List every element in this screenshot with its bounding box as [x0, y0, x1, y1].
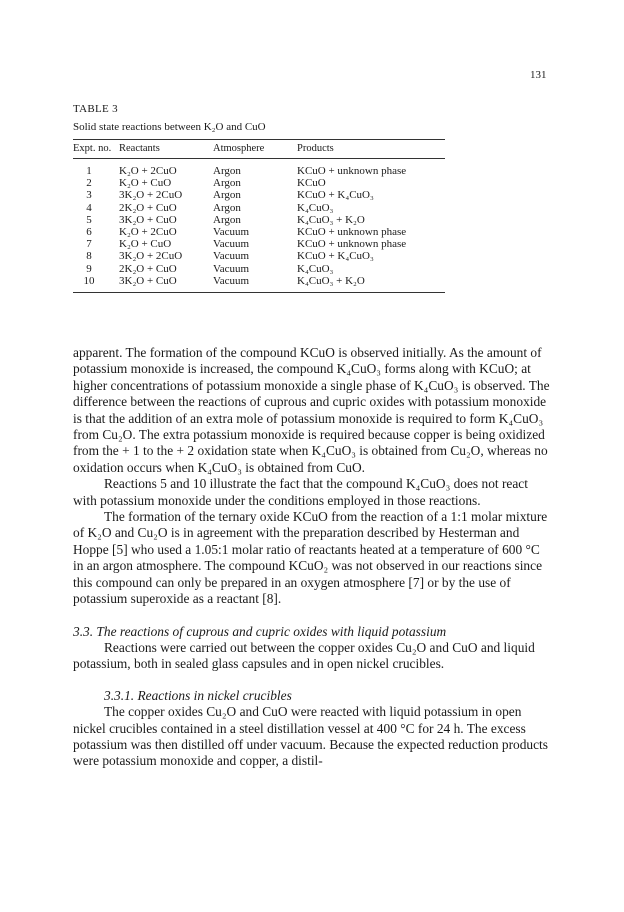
- reactants-cell: K₂O + 2CuO: [119, 165, 177, 177]
- atmosphere-cell: Argon: [213, 201, 241, 214]
- products-cell: KCuO + unknown phase: [297, 238, 407, 251]
- atmosphere-cell: Vacuum: [213, 238, 250, 251]
- expt-no-cell: 8: [86, 250, 92, 263]
- products-cell: K₄CuO₃: [297, 262, 334, 275]
- header-reactants: Reactants: [119, 143, 160, 154]
- paragraph: apparent. The formation of the compound KCuO is observed initially. As the amount of potassium monoxide is increased, the compound K₄CuO₃ forms along with KCuO; at higher concentrations of potassium monoxide a single phase of K₄CuO₃ is observed. The difference between the reactions of cuprous and cupric oxides with potassium monoxide is that the addition of an extra mole of potassium monoxide is required to form K₄CuO₃ from Cu₂O. The extra potassium monoxide is required because copper is being oxidized from the + 1 to the + 2 oxidation state when K₄CuO₃ is obtained from Cu₂O, whereas no oxidation occurs when K₄CuO₃ is obtained from CuO.: [73, 345, 550, 475]
- table-row: [73, 226, 445, 238]
- table-row: [73, 159, 445, 177]
- reactions-table: [73, 140, 445, 292]
- atmosphere-cell: Vacuum: [213, 250, 250, 263]
- reactants-cell: 3K₂O + CuO: [119, 274, 177, 287]
- reactants-cell: 2K₂O + CuO: [119, 262, 177, 275]
- products-cell: KCuO + K₄CuO₃: [297, 189, 374, 202]
- table-header-row: [73, 140, 445, 158]
- table-row: [73, 202, 445, 214]
- paragraph: Reactions were carried out between the copper oxides Cu₂O and CuO and liquid potassium, both in sealed glass capsules and in open nickel crucibles.: [73, 639, 535, 672]
- table-bottom-rule: [73, 292, 445, 293]
- atmosphere-cell: Argon: [213, 177, 241, 190]
- table-caption: Solid state reactions between K₂O and CuO: [73, 121, 266, 133]
- reactants-cell: K₂O + 2CuO: [119, 226, 177, 239]
- atmosphere-cell: Vacuum: [213, 274, 250, 287]
- expt-no-cell: 4: [86, 201, 92, 214]
- atmosphere-cell: Vacuum: [213, 226, 250, 239]
- page-number: 131: [530, 69, 547, 81]
- expt-no-cell: 7: [86, 238, 92, 251]
- reactants-cell: K₂O + CuO: [119, 238, 172, 251]
- reactants-cell: 3K₂O + 2CuO: [119, 189, 183, 202]
- header-atmosphere: Atmosphere: [213, 143, 265, 154]
- expt-no-cell: 10: [83, 274, 95, 287]
- expt-no-cell: 1: [86, 165, 92, 177]
- atmosphere-cell: Argon: [213, 213, 241, 226]
- reactants-cell: 2K₂O + CuO: [119, 201, 177, 214]
- header-expt-no: Expt. no.: [73, 143, 112, 154]
- paragraph: Reactions 5 and 10 illustrate the fact that the compound K₄CuO₃ does not react with potassium monoxide under the conditions employed in those reactions.: [73, 476, 528, 508]
- paragraph: The formation of the ternary oxide KCuO from the reaction of a 1:1 molar mixture of K₂O and Cu₂O is in agreement with the preparation described by Hesterman and Hoppe [5] who used a 1.05:1 molar ratio of reactants heated at a temperature of 600 °C in an argon atmosphere. The compound KCuO₂ was not observed in our reactions since this compound can only be prepared in an oxygen atmosphere [7] or by the use of potassium superoxide as a reactant [8].: [73, 509, 548, 607]
- body-text: [73, 345, 551, 770]
- table-row: [73, 275, 445, 292]
- expt-no-cell: 3: [86, 189, 92, 202]
- products-cell: KCuO + unknown phase: [297, 165, 407, 177]
- table-row: [73, 189, 445, 201]
- products-cell: K₄CuO₃: [297, 201, 334, 214]
- table-row: [73, 263, 445, 275]
- reactants-cell: 3K₂O + 2CuO: [119, 250, 183, 263]
- table-row: [73, 214, 445, 226]
- reactants-cell: K₂O + CuO: [119, 177, 172, 190]
- expt-no-cell: 5: [86, 213, 92, 226]
- table-row: [73, 250, 445, 262]
- products-cell: KCuO + K₄CuO₃: [297, 250, 374, 263]
- products-cell: KCuO + unknown phase: [297, 226, 407, 239]
- section-heading-3-3: 3.3. The reactions of cuprous and cupric oxides with liquid potassium: [73, 623, 447, 639]
- expt-no-cell: 9: [86, 262, 92, 275]
- table-title: TABLE 3: [73, 103, 118, 115]
- table-3: [73, 103, 545, 293]
- atmosphere-cell: Argon: [213, 189, 241, 202]
- section-heading-3-3-1: 3.3.1. Reactions in nickel crucibles: [104, 687, 292, 703]
- expt-no-cell: 2: [86, 177, 92, 190]
- products-cell: K₄CuO₃ + K₂O: [297, 213, 365, 226]
- header-products: Products: [297, 143, 334, 154]
- table-row: [73, 238, 445, 250]
- table-body: [73, 159, 445, 292]
- atmosphere-cell: Argon: [213, 165, 241, 177]
- table-row: [73, 177, 445, 189]
- paragraph: The copper oxides Cu₂O and CuO were reacted with liquid potassium in open nickel crucibles contained in a steel distillation vessel at 400 °C for 24 h. The excess potassium was then distilled off under vacuum. Because the expected reduction products were potassium monoxide and copper, a distil-: [73, 704, 548, 769]
- atmosphere-cell: Vacuum: [213, 262, 250, 275]
- reactants-cell: 3K₂O + CuO: [119, 213, 177, 226]
- expt-no-cell: 6: [86, 226, 92, 239]
- products-cell: KCuO: [297, 177, 326, 190]
- products-cell: K₄CuO₃ + K₂O: [297, 274, 365, 287]
